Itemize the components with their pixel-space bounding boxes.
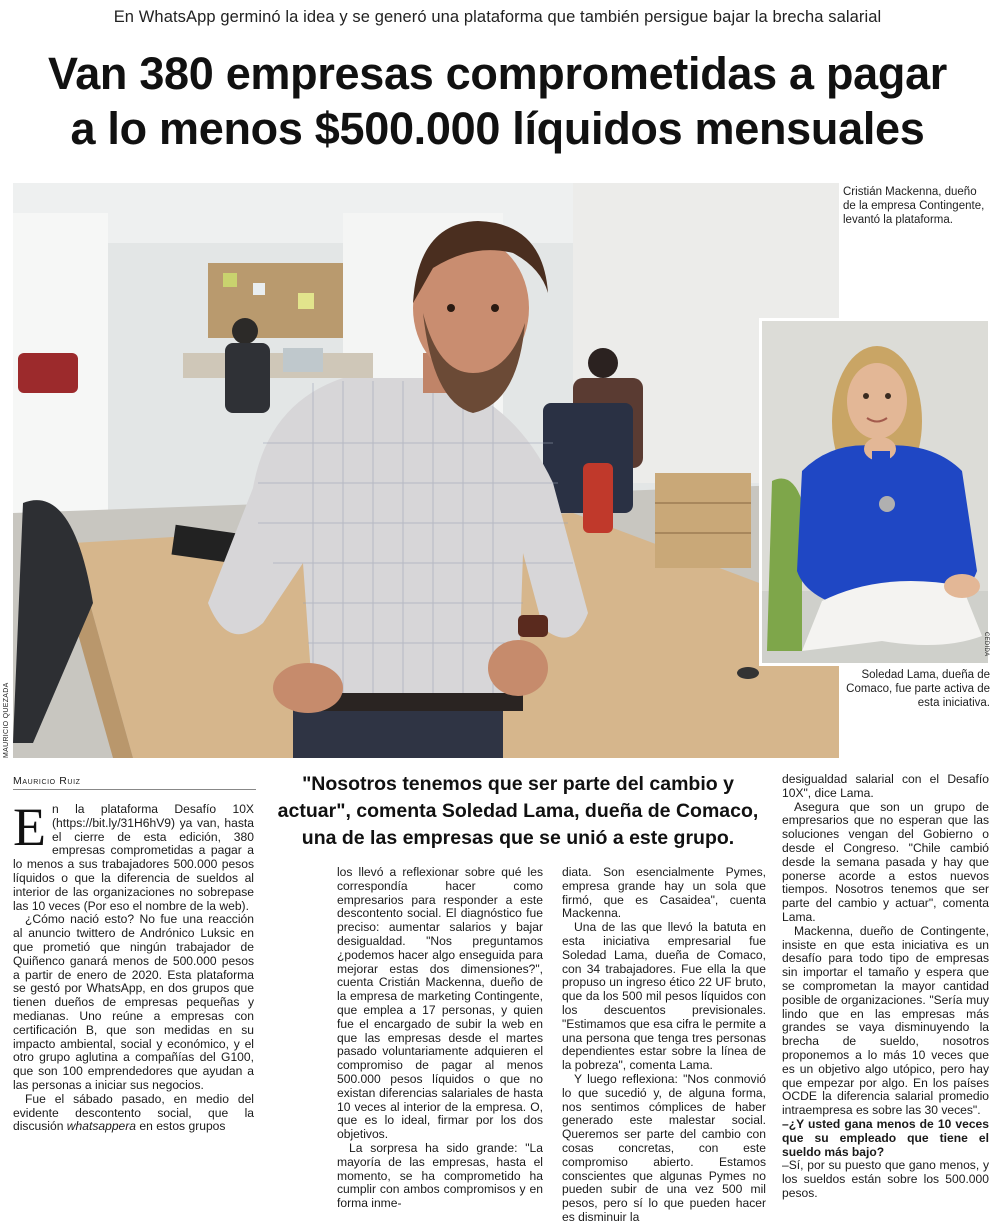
- body-column-3: [562, 866, 766, 1225]
- inset-photo: [759, 318, 991, 666]
- main-photo-credit: MAURICIO QUEZADA: [3, 682, 10, 758]
- paragraph: Y luego reflexiona: "Nos conmovió lo que sucedió y, de alguna forma, nos sentimos cómplices de haber generado este malestar social. Queremos ser parte del cambio con cosas concretas, con este compromiso abierto. Estamos conscientes que algunas Pymes no pueden subir de una vez 500 mil pesos, pero sí lo que pueden hacer es disminuir la: [562, 1071, 766, 1224]
- pull-quote: "Nosotros tenemos que ser parte del cambio y actuar", comenta Soledad Lama, dueña de Comaco, una de las empresas que se unió a este grupo.: [277, 773, 759, 849]
- paragraph: Fue el sábado pasado, en medio del evidente descontento social, que la discusión whatsappera en estos grupos: [13, 1091, 254, 1134]
- paragraph: Mackenna, dueño de Contingente, insiste en que esta iniciativa es un desafío para todo tipo de empresas sin importar el tamaño y espera que se comprometan la mayor cantidad posible de organizaciones. "Sería muy lindo que en las empresas más grandes se vaya disminuyendo la brecha de sueldo, nosotros proponemos a lo más 10 veces que es un objetivo algo utópico, pero hay que empezar por algo. En los países OCDE la diferencia salarial promedio intraempresa es sobre las 30 veces".: [782, 923, 989, 1118]
- interview-question: –¿Y usted gana menos de 10 veces que su empleado que tiene el sueldo más bajo?: [782, 1116, 989, 1159]
- drop-cap: E: [13, 797, 46, 857]
- paragraph: En la plataforma Desafío 10X (https://bit.ly/31H6hV9) ya van, hasta el cierre de esta edición, 380 empresas comprometidas a pagar a lo menos a sus trabajadores 500.000 pesos líquidos o que la diferencia de sueldos al interior de las organizaciones no sobrepase las 10 veces (Por eso el nombre de la web).: [13, 797, 254, 913]
- paragraph: desigualdad salarial con el Desafío 10X", dice Lama.: [782, 772, 989, 800]
- interview-answer: –Sí, por su puesto que gano menos, y los sueldos están sobre los 500.000 pesos.: [782, 1158, 989, 1200]
- office-scene-illustration: [13, 183, 839, 758]
- paragraph: Una de las que llevó la batuta en esta iniciativa empresarial fue Soledad Lama, dueña de Comaco, con 34 trabajadores. Fue ella la que propuso un ingreso ético 22 UF bruto, que da los 500 mil pesos líquidos con los descuentos previsionales. "Estimamos que esa cifra le permite a una persona que tenga tres personas dependientes estar sobre la línea de la pobreza", comenta Lama.: [562, 920, 766, 1073]
- paragraph: ¿Cómo nació esto? No fue una reacción al anuncio twittero de Andrónico Luksic en que prometió que ningún trabajador de Quiñenco ganará menos de 500.000 pesos a partir de enero de 2020. Esta plataforma se gestó por WhatsApp, en dos grupos que tienen dueños de empresas pequeñas y medianas. Uno reúne a empresas con certificación B, que son medidas en su impacto ambiental, social y económico, y el otro grupo aglutina a compañías del G100, que son 100 emprendedores que ayudan a las personas a iniciar sus negocios.: [13, 912, 254, 1092]
- main-photo: [13, 183, 839, 758]
- paragraph: los llevó a reflexionar sobre qué les correspondía hacer como empresarios para responder a este descontento social. El diagnóstico fue preciso: aumentar salarios y bajar desigualdad. "Nos preguntamos ¿podemos hacer algo enseguida para mejorar estas dos dimensiones?", cuenta Cristián Mackenna, dueño de la empresa de marketing Contingente, que emplea a 17 personas, y quien fue el encargado de subir la web en que las empresas desde el martes pasado voluntariamente adquieren el compromiso de pagar al menos 500.000 pesos líquidos o que no existan diferencias salariales de hasta 10 veces al interior de la empresa. O, que es lo ideal, firmar por los dos objetivos.: [337, 865, 543, 1142]
- headline-line-1: Van 380 empresas comprometidas a pagar: [47, 48, 948, 99]
- body-column-4: [782, 773, 989, 1201]
- woman-portrait-illustration: [762, 321, 988, 663]
- body-column-2: [337, 866, 543, 1211]
- caption-lama: Soledad Lama, dueña de Comaco, fue parte activa de esta iniciativa.: [846, 669, 990, 709]
- author-byline: Mauricio Ruiz: [13, 775, 256, 790]
- kicker: En WhatsApp germinó la idea y se generó una plataforma que también persigue bajar la brecha salarial: [113, 8, 882, 26]
- paragraph: Asegura que son un grupo de empresarios que no esperan que las soluciones vengan del Gobierno o desde el Congreso. "Chile cambió desde la semana pasada y hay que ponerse acorde a estos nuevos tiempos. Nosotros tenemos que ser parte del cambio y actuar", comenta Lama.: [782, 799, 989, 924]
- inset-photo-credit: CEDIDA: [983, 632, 989, 657]
- paragraph: diata. Son esencialmente Pymes, empresa grande hay un sola que firmó, que es Casaidea", cuenta Mackenna.: [562, 865, 766, 921]
- body-column-1: [13, 797, 254, 1134]
- paragraph: La sorpresa ha sido grande: "La mayoría de las empresas, hasta el momento, se ha comprometido ha cumplir con ambos compromisos y en forma inme-: [337, 1140, 543, 1211]
- caption-mackenna: Cristián Mackenna, dueño de la empresa Contingente, levantó la plataforma.: [843, 186, 985, 226]
- headline: [0, 46, 995, 156]
- headline-line-2: a lo menos $500.000 líquidos mensuales: [70, 103, 925, 154]
